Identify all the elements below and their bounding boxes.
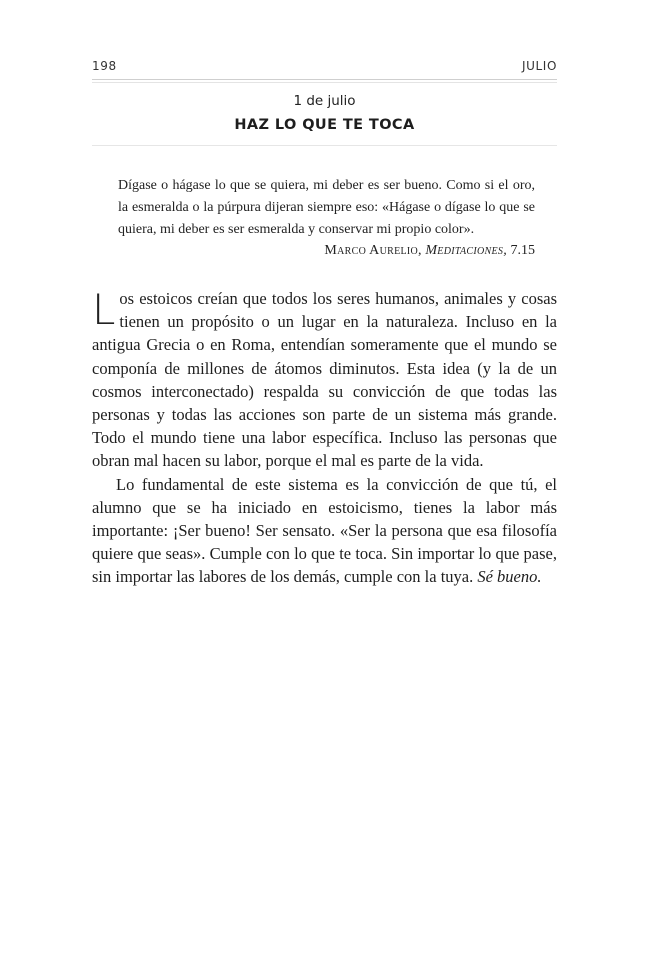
paragraph-2 (92, 473, 557, 589)
header-rule (92, 79, 557, 80)
entry-title: HAZ LO QUE TE TOCA (234, 117, 415, 133)
section-name: JULIO (522, 59, 557, 73)
drop-cap: L (92, 285, 116, 334)
entry-date: 1 de julio (293, 93, 356, 109)
epigraph-attribution (118, 243, 535, 259)
title-rule (92, 145, 557, 146)
paragraph-2-text: Lo fundamental de este sistema es la convicción de que tú, el alumno que se ha iniciado en estoicismo, tienes la labor más importante: ¡Ser bueno! Ser sensato. «Ser la persona que esa filosofía quiere que seas». Cumple con lo que te toca. Sin importar lo que pase, sin importar las labores de los demás, cumple con la tuya. (92, 474, 557, 587)
paragraph-1 (92, 287, 557, 473)
epigraph-quote: Dígase o hágase lo que se quiera, mi deber es ser bueno. Como si el oro, la esmeralda o la púrpura dijeran siempre eso: «Hágase o dígase lo que se quiera, mi deber es ser esmeralda y conservar mi propio color». (118, 178, 535, 237)
epigraph-work: Meditaciones, (425, 243, 507, 258)
page-number: 198 (92, 59, 117, 73)
header-rule-secondary (92, 82, 557, 83)
paragraph-1-text: os estoicos creían que todos los seres humanos, animales y cosas tienen un propósito o un lugar en la naturaleza. Incluso en la antigua Grecia o en Roma, entendían someramente que el mundo se componía de millones de átomos diminutos. Esta idea (y la de un cosmos interconectado) respalda su convicción de que todas las personas y todas las acciones son parte de un sistema más grande. Todo el mundo tiene una labor específica. Incluso las personas que obran mal hacen su labor, porque el mal es parte de la vida. (92, 289, 557, 471)
closing-emphasis: Sé bueno. (477, 567, 542, 587)
body-text (92, 287, 557, 589)
epigraph-reference: 7.15 (510, 243, 535, 258)
running-head (92, 59, 557, 77)
epigraph-author: Marco Aurelio, (324, 243, 422, 258)
